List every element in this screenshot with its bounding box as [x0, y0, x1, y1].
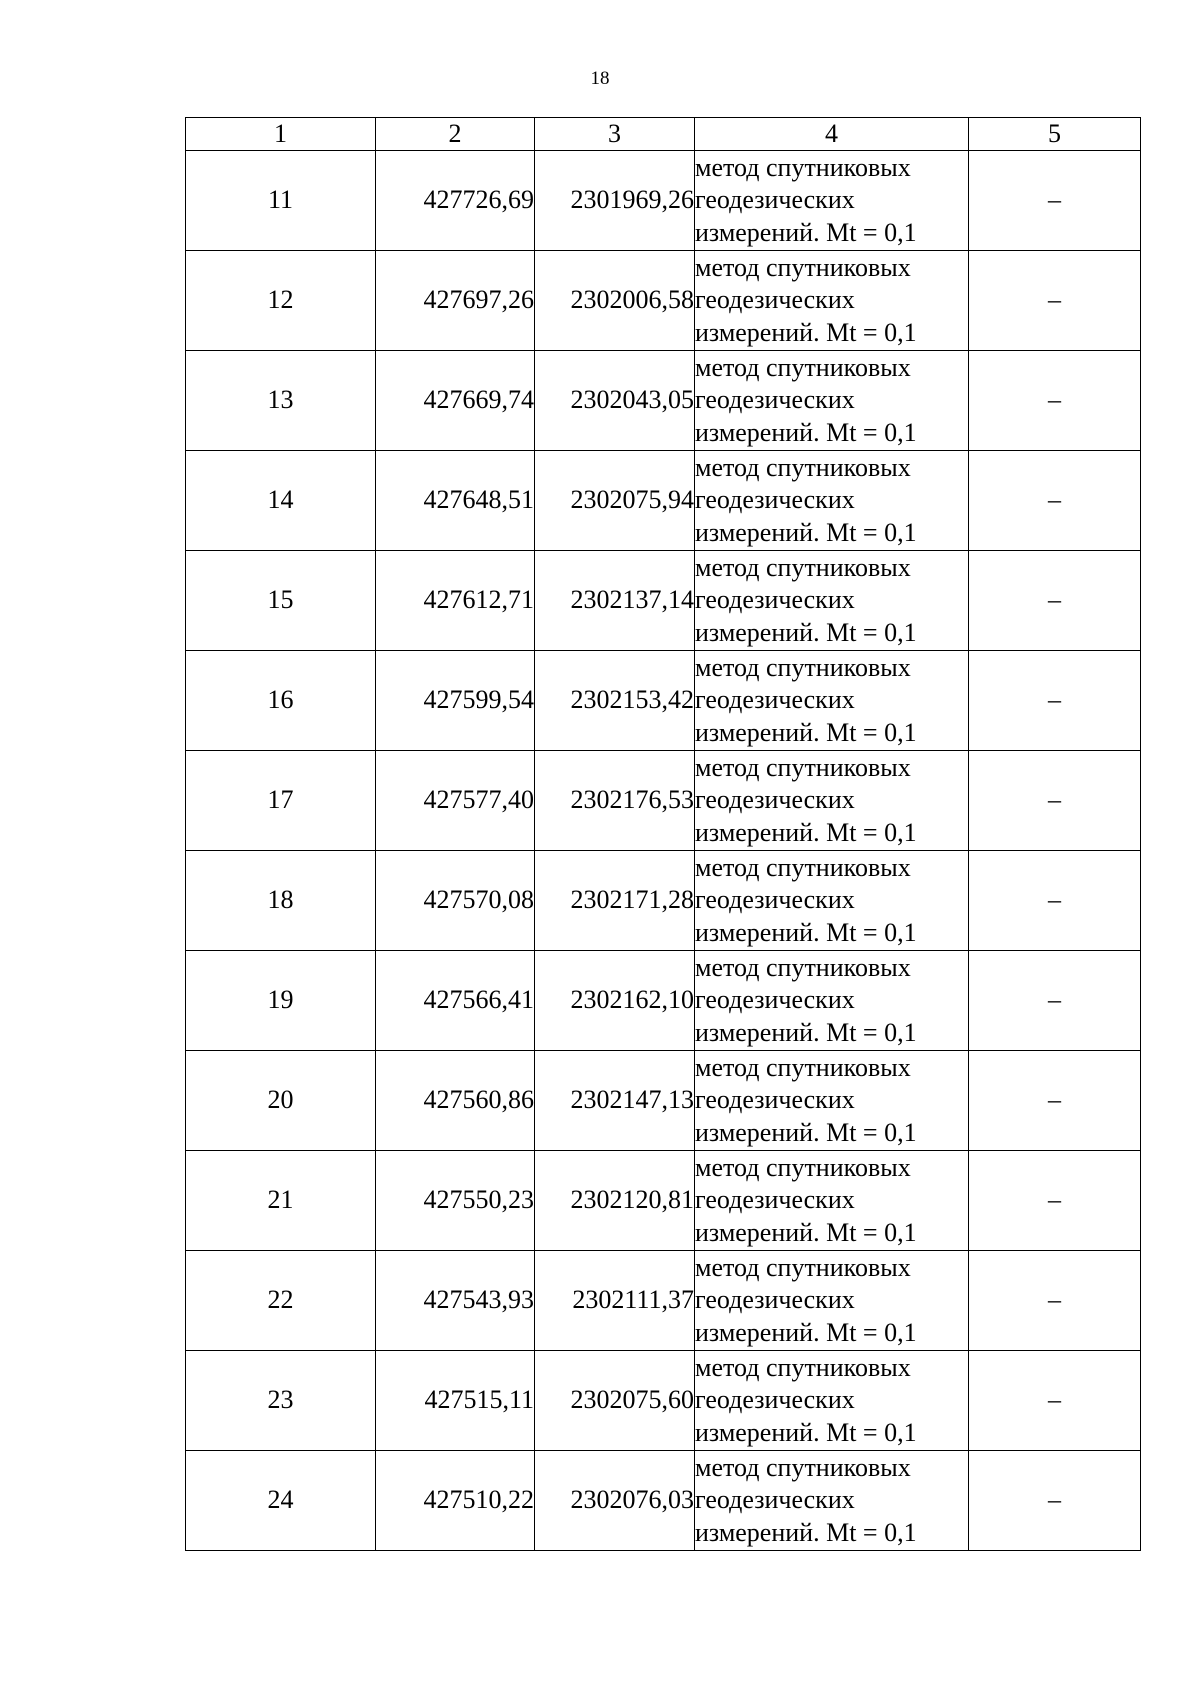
- method-cell: [695, 1351, 969, 1451]
- method-line: измерений. Mt = 0,1: [695, 1217, 917, 1247]
- method-line: метод спутниковых: [695, 152, 911, 182]
- method-line: геодезических: [695, 585, 855, 615]
- point-number-cell: 13: [186, 351, 376, 451]
- point-number-cell: 20: [186, 1051, 376, 1151]
- point-number-cell: 24: [186, 1451, 376, 1551]
- table-row: [186, 751, 1141, 851]
- x-coordinate-cell: 427570,08: [376, 851, 535, 951]
- method-line: метод спутниковых: [695, 352, 911, 382]
- table-row: [186, 951, 1141, 1051]
- method-line: метод спутниковых: [695, 252, 911, 282]
- method-cell: [695, 1151, 969, 1251]
- method-line: измерений. Mt = 0,1: [695, 1517, 917, 1547]
- note-cell: –: [969, 251, 1141, 351]
- table-row: [186, 151, 1141, 251]
- y-coordinate-cell: 2302111,37: [535, 1251, 695, 1351]
- method-cell: [695, 1451, 969, 1551]
- method-line: геодезических: [695, 1485, 855, 1515]
- column-header: 1: [186, 118, 376, 151]
- method-line: геодезических: [695, 785, 855, 815]
- table-row: [186, 1351, 1141, 1451]
- point-number-cell: 15: [186, 551, 376, 651]
- y-coordinate-cell: 2302075,60: [535, 1351, 695, 1451]
- x-coordinate-cell: 427599,54: [376, 651, 535, 751]
- table-row: [186, 1151, 1141, 1251]
- column-header: 3: [535, 118, 695, 151]
- method-cell: [695, 151, 969, 251]
- y-coordinate-cell: 2302147,13: [535, 1051, 695, 1151]
- method-line: измерений. Mt = 0,1: [695, 517, 917, 547]
- table-body: [186, 151, 1141, 1551]
- method-line: геодезических: [695, 1385, 855, 1415]
- method-line: геодезических: [695, 1185, 855, 1215]
- note-cell: –: [969, 1151, 1141, 1251]
- header-row: [186, 118, 1141, 151]
- x-coordinate-cell: 427510,22: [376, 1451, 535, 1551]
- method-line: метод спутниковых: [695, 752, 911, 782]
- method-cell: [695, 1251, 969, 1351]
- method-line: измерений. Mt = 0,1: [695, 1417, 917, 1447]
- y-coordinate-cell: 2302076,03: [535, 1451, 695, 1551]
- y-coordinate-cell: 2302120,81: [535, 1151, 695, 1251]
- method-line: геодезических: [695, 1085, 855, 1115]
- method-line: измерений. Mt = 0,1: [695, 1117, 917, 1147]
- y-coordinate-cell: 2302153,42: [535, 651, 695, 751]
- note-cell: –: [969, 751, 1141, 851]
- method-line: геодезических: [695, 385, 855, 415]
- method-cell: [695, 251, 969, 351]
- method-line: измерений. Mt = 0,1: [695, 1317, 917, 1347]
- y-coordinate-cell: 2301969,26: [535, 151, 695, 251]
- method-line: геодезических: [695, 185, 855, 215]
- table-row: [186, 351, 1141, 451]
- x-coordinate-cell: 427669,74: [376, 351, 535, 451]
- note-cell: –: [969, 951, 1141, 1051]
- point-number-cell: 16: [186, 651, 376, 751]
- y-coordinate-cell: 2302075,94: [535, 451, 695, 551]
- y-coordinate-cell: 2302171,28: [535, 851, 695, 951]
- method-cell: [695, 451, 969, 551]
- note-cell: –: [969, 1051, 1141, 1151]
- y-coordinate-cell: 2302176,53: [535, 751, 695, 851]
- point-number-cell: 23: [186, 1351, 376, 1451]
- point-number-cell: 11: [186, 151, 376, 251]
- method-line: измерений. Mt = 0,1: [695, 717, 917, 747]
- point-number-cell: 14: [186, 451, 376, 551]
- column-header: 2: [376, 118, 535, 151]
- method-line: метод спутниковых: [695, 1152, 911, 1182]
- column-header: 4: [695, 118, 969, 151]
- method-cell: [695, 951, 969, 1051]
- method-line: измерений. Mt = 0,1: [695, 917, 917, 947]
- note-cell: –: [969, 1251, 1141, 1351]
- point-number-cell: 22: [186, 1251, 376, 1351]
- coordinates-table: [185, 117, 1141, 1551]
- method-line: измерений. Mt = 0,1: [695, 417, 917, 447]
- point-number-cell: 21: [186, 1151, 376, 1251]
- method-cell: [695, 751, 969, 851]
- method-line: измерений. Mt = 0,1: [695, 317, 917, 347]
- column-header: 5: [969, 118, 1141, 151]
- method-line: метод спутниковых: [695, 852, 911, 882]
- method-line: геодезических: [695, 1285, 855, 1315]
- y-coordinate-cell: 2302137,14: [535, 551, 695, 651]
- method-line: геодезических: [695, 885, 855, 915]
- point-number-cell: 19: [186, 951, 376, 1051]
- method-line: измерений. Mt = 0,1: [695, 217, 917, 247]
- method-line: метод спутниковых: [695, 1352, 911, 1382]
- table-row: [186, 451, 1141, 551]
- x-coordinate-cell: 427612,71: [376, 551, 535, 651]
- method-line: метод спутниковых: [695, 452, 911, 482]
- method-line: измерений. Mt = 0,1: [695, 817, 917, 847]
- table-row: [186, 551, 1141, 651]
- x-coordinate-cell: 427648,51: [376, 451, 535, 551]
- method-line: метод спутниковых: [695, 952, 911, 982]
- table-row: [186, 1051, 1141, 1151]
- page-number: 18: [590, 68, 610, 89]
- table-row: [186, 1251, 1141, 1351]
- method-line: метод спутниковых: [695, 1052, 911, 1082]
- method-line: геодезических: [695, 485, 855, 515]
- point-number-cell: 18: [186, 851, 376, 951]
- point-number-cell: 12: [186, 251, 376, 351]
- note-cell: –: [969, 451, 1141, 551]
- x-coordinate-cell: 427550,23: [376, 1151, 535, 1251]
- x-coordinate-cell: 427543,93: [376, 1251, 535, 1351]
- y-coordinate-cell: 2302043,05: [535, 351, 695, 451]
- method-line: измерений. Mt = 0,1: [695, 1017, 917, 1047]
- method-line: геодезических: [695, 285, 855, 315]
- method-line: геодезических: [695, 985, 855, 1015]
- method-line: метод спутниковых: [695, 652, 911, 682]
- method-cell: [695, 551, 969, 651]
- method-cell: [695, 851, 969, 951]
- note-cell: –: [969, 551, 1141, 651]
- method-line: метод спутниковых: [695, 1452, 911, 1482]
- table-row: [186, 251, 1141, 351]
- x-coordinate-cell: 427577,40: [376, 751, 535, 851]
- note-cell: –: [969, 1451, 1141, 1551]
- note-cell: –: [969, 351, 1141, 451]
- x-coordinate-cell: 427726,69: [376, 151, 535, 251]
- point-number-cell: 17: [186, 751, 376, 851]
- table-row: [186, 1451, 1141, 1551]
- method-line: метод спутниковых: [695, 1252, 911, 1282]
- note-cell: –: [969, 851, 1141, 951]
- table-header: [186, 118, 1141, 151]
- x-coordinate-cell: 427515,11: [376, 1351, 535, 1451]
- y-coordinate-cell: 2302006,58: [535, 251, 695, 351]
- method-cell: [695, 1051, 969, 1151]
- x-coordinate-cell: 427560,86: [376, 1051, 535, 1151]
- x-coordinate-cell: 427697,26: [376, 251, 535, 351]
- note-cell: –: [969, 151, 1141, 251]
- method-cell: [695, 651, 969, 751]
- method-line: геодезических: [695, 685, 855, 715]
- x-coordinate-cell: 427566,41: [376, 951, 535, 1051]
- y-coordinate-cell: 2302162,10: [535, 951, 695, 1051]
- table-row: [186, 851, 1141, 951]
- note-cell: –: [969, 651, 1141, 751]
- method-cell: [695, 351, 969, 451]
- table-row: [186, 651, 1141, 751]
- note-cell: –: [969, 1351, 1141, 1451]
- method-line: измерений. Mt = 0,1: [695, 617, 917, 647]
- method-line: метод спутниковых: [695, 552, 911, 582]
